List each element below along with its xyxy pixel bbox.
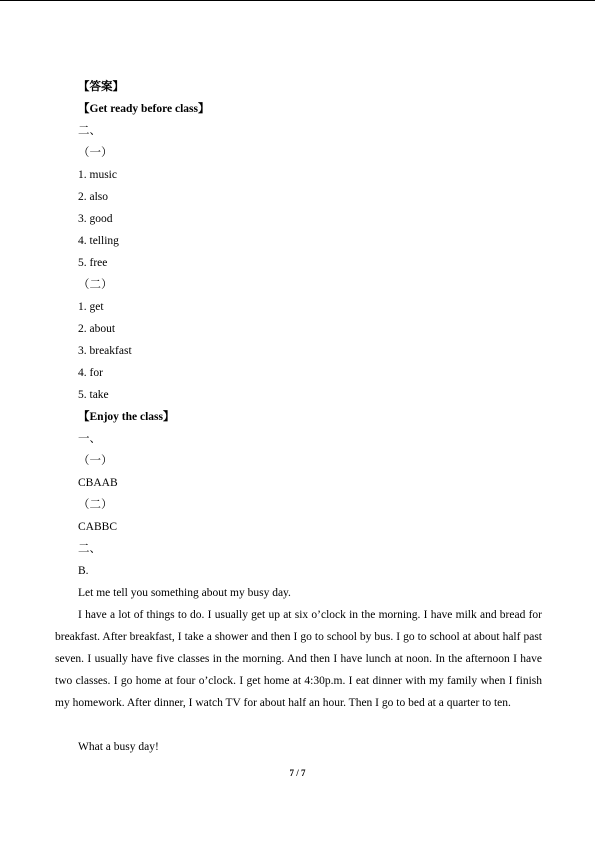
subpart-label: （二） bbox=[78, 279, 113, 291]
passage-paragraph: I have a lot of things to do. I usually get up at six o’clock in the morning. I have milk and bread for breakfast. After breakfast, I take a shower and then I go to school by bus. I go to school at about half past seven. I usually have five classes in the morning. And then I have lunch at noon. In the afternoon I have two classes. I go home at four o’clock. I get home at 4:30p.m. I eat dinner with my family when I finish my homework. After dinner, I watch TV for about half an hour. Then I go to bed at a quarter to ten. bbox=[55, 609, 542, 709]
answer-item: 1. get bbox=[78, 301, 104, 313]
answer-item: 1. music bbox=[78, 169, 117, 181]
choice-answer: B. bbox=[78, 565, 89, 577]
answer-item: 5. take bbox=[78, 389, 109, 401]
answer-item: 4. telling bbox=[78, 235, 119, 247]
passage-paragraph: What a busy day! bbox=[78, 741, 159, 753]
subpart-label: （二） bbox=[78, 499, 113, 511]
answer-item: 2. about bbox=[78, 323, 116, 335]
answer-heading: 【答案】 bbox=[78, 81, 124, 93]
answer-item: 3. good bbox=[78, 213, 113, 225]
answer-item: 5. free bbox=[78, 257, 108, 269]
answer-sequence: CABBC bbox=[78, 521, 117, 533]
top-rule bbox=[0, 0, 595, 1]
answer-item: 4. for bbox=[78, 367, 103, 379]
subpart-label: （一） bbox=[78, 455, 113, 467]
part-label: 二、 bbox=[78, 543, 101, 555]
section-heading-get-ready: 【Get ready before class】 bbox=[78, 103, 210, 115]
answer-item: 2. also bbox=[78, 191, 109, 203]
page-number: 7 / 7 bbox=[289, 768, 306, 778]
subpart-label: （一） bbox=[78, 147, 113, 159]
section-heading-enjoy: 【Enjoy the class】 bbox=[78, 411, 175, 423]
answer-sequence: CBAAB bbox=[78, 477, 118, 489]
part-label: 二、 bbox=[78, 125, 101, 137]
part-label: 一、 bbox=[78, 433, 101, 445]
answer-item: 3. breakfast bbox=[78, 345, 132, 357]
passage-paragraph: Let me tell you something about my busy day. bbox=[78, 587, 291, 599]
